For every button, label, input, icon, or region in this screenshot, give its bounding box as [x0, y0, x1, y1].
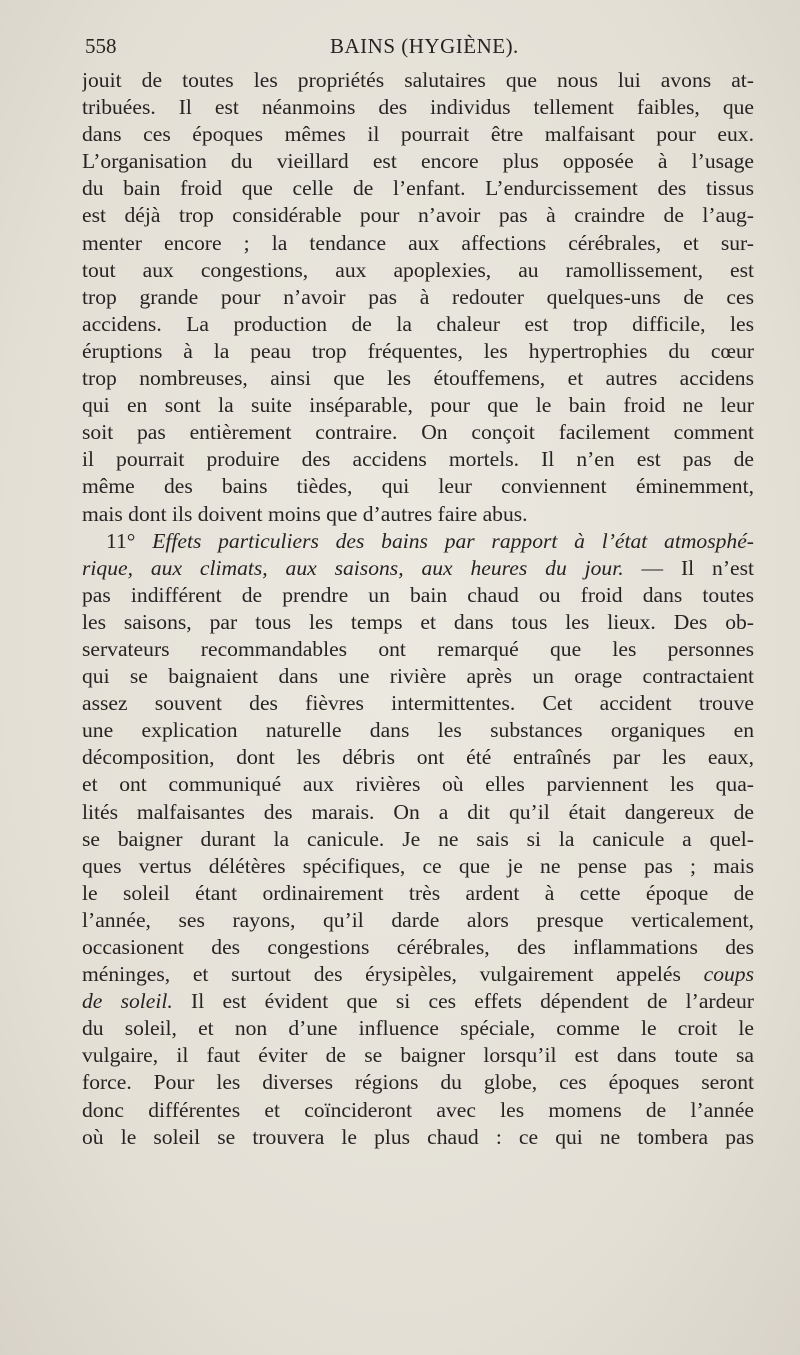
text-line: où le soleil se trouvera le plus chaud : ce qui ne tombera pas — [82, 1124, 754, 1149]
text-line: servateurs recommandables ont remarqué que les personnes — [82, 636, 754, 661]
italic-term: coups — [703, 962, 754, 987]
paragraph-section-11 — [82, 528, 754, 1151]
text-line: accidens. La production de la chaleur est trop difficile, les — [82, 311, 754, 336]
text-line: jouit de toutes les propriétés salutaires que nous lui avons at- — [82, 68, 754, 92]
text-line: force. Pour les diverses régions du globe, ces époques seront — [82, 1070, 754, 1095]
body-text — [82, 67, 754, 1151]
text-line — [82, 988, 754, 1015]
text-line — [82, 961, 754, 988]
text-line: l’année, ses rayons, qu’il darde alors presque verticalement, — [82, 907, 754, 932]
running-head — [85, 30, 755, 62]
section-title: Effets particuliers des bains par rapport à l’état atmosphé- — [152, 528, 754, 553]
text-line: tout aux congestions, aux apoplexies, au ramollissement, est — [82, 257, 754, 282]
text-line: il pourrait produire des accidens mortels. Il n’en est pas de — [82, 447, 754, 472]
section-heading-line — [82, 528, 754, 555]
text-fragment: méninges, et surtout des érysipèles, vulgairement appelés — [82, 962, 681, 987]
text-line: dans ces époques mêmes il pourrait être malfaisant pour eux. — [82, 122, 754, 147]
text-line: les saisons, par tous les temps et dans tous les lieux. Des ob- — [82, 609, 754, 634]
section-title-continued: rique, aux climats, aux saisons, aux heures du jour. — [82, 555, 624, 580]
text-line: est déjà trop considérable pour n’avoir pas à craindre de l’aug- — [82, 203, 754, 228]
text-line: ques vertus délétères spécifiques, ce que je ne pense pas ; mais — [82, 853, 754, 878]
text-line: qui en sont la suite inséparable, pour que le bain froid ne leur — [82, 393, 754, 418]
text-line: occasionent des congestions cérébrales, des inflammations des — [82, 935, 754, 959]
text-line: trop grande pour n’avoir pas à redouter quelques-uns de ces — [82, 284, 754, 309]
text-line: du soleil, et non d’une influence spéciale, comme le croit le — [82, 1016, 754, 1041]
section-heading-line — [82, 555, 754, 582]
text-line: trop nombreuses, ainsi que les étouffemens, et autres accidens — [82, 366, 754, 391]
section-text-start: — Il n’est — [623, 555, 754, 580]
text-line: qui se baignaient dans une rivière après un orage contractaient — [82, 664, 754, 689]
text-line: soit pas entièrement contraire. On conçoit facilement comment — [82, 420, 754, 445]
text-line: pas indifférent de prendre un bain chaud ou froid dans toutes — [82, 582, 754, 607]
running-title: BAINS (HYGIÈNE). — [330, 34, 519, 58]
text-line: éruptions à la peau trop fréquentes, les hypertrophies du cœur — [82, 338, 754, 363]
text-line: se baigner durant la canicule. Je ne sais si la canicule a quel- — [82, 826, 754, 851]
text-line: donc différentes et coïncideront avec les momens de l’année — [82, 1097, 754, 1122]
text-line: une explication naturelle dans les substances organiques en — [82, 718, 754, 743]
page-number: 558 — [85, 34, 117, 58]
text-line: assez souvent des fièvres intermittentes. Cet accident trouve — [82, 691, 754, 716]
text-line: le soleil étant ordinairement très ardent à cette époque de — [82, 880, 754, 905]
text-line: L’organisation du vieillard est encore plus opposée à l’usage — [82, 149, 754, 174]
text-line: vulgaire, il faut éviter de se baigner lorsqu’il est dans toute sa — [82, 1043, 754, 1068]
text-line: et ont communiqué aux rivières où elles parviennent les qua- — [82, 772, 754, 797]
text-line: tribuées. Il est néanmoins des individus tellement faibles, que — [82, 95, 754, 120]
text-line: menter encore ; la tendance aux affections cérébrales, et sur- — [82, 230, 754, 255]
text-fragment: Il est évident que si ces effets dépendent de l’ardeur — [172, 989, 754, 1014]
text-line: mais dont ils doivent moins que d’autres faire abus. — [82, 501, 528, 526]
text-line: même des bains tièdes, qui leur conviennent éminemment, — [82, 474, 754, 499]
italic-term: de soleil. — [82, 989, 173, 1014]
text-line: du bain froid que celle de l’enfant. L’endurcissement des tissus — [82, 176, 754, 201]
section-number: 11° — [106, 528, 136, 553]
text-line: lités malfaisantes des marais. On a dit qu’il était dangereux de — [82, 799, 754, 824]
paragraph-elderly-cold-bath — [82, 67, 754, 528]
text-line: décomposition, dont les débris ont été entraînés par les eaux, — [82, 745, 754, 770]
